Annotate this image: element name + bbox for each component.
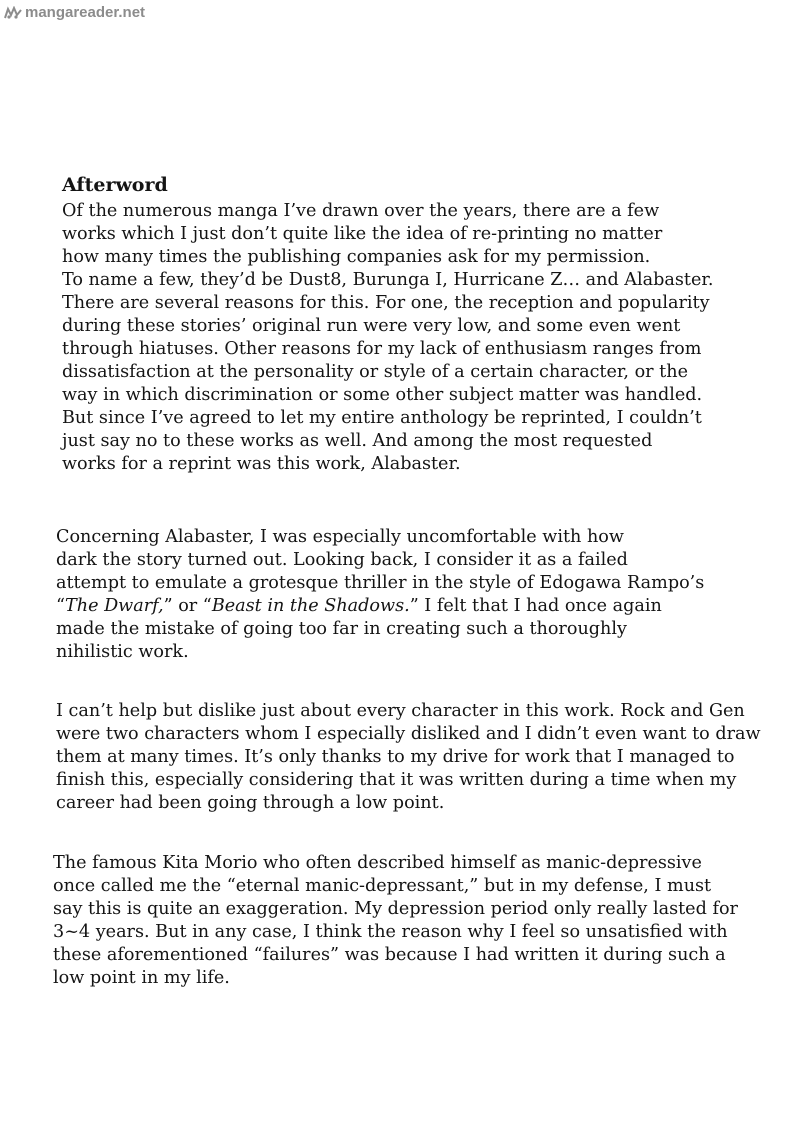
- text-line: I can’t help but dislike just about every character in this work. Rock and Gen: [56, 701, 745, 721]
- text-line: during these stories’ original run were very low, and some even went: [62, 316, 681, 336]
- text-line: were two characters whom I especially disliked and I didn’t even want to draw: [56, 724, 761, 744]
- text-line: nihilistic work.: [56, 642, 189, 662]
- text-line: them at many times. It’s only thanks to my drive for work that I managed to: [56, 747, 735, 767]
- watermark-text: mangareader.net: [25, 4, 146, 21]
- manga-logo-icon: [4, 6, 22, 20]
- text-fragment: ” I felt that I had once again: [409, 596, 662, 616]
- work-title-the-dwarf: The Dwarf,: [65, 596, 164, 616]
- text-line: works which I just don’t quite like the idea of re-printing no matter: [62, 224, 663, 244]
- text-line: works for a reprint was this work, Alabaster.: [62, 454, 461, 474]
- work-title-beast-in-the-shadows: Beast in the Shadows.: [211, 596, 410, 616]
- text-line: dark the story turned out. Looking back, I consider it as a failed: [56, 550, 628, 570]
- text-line: say this is quite an exaggeration. My depression period only really lasted for: [53, 899, 738, 919]
- watermark: [4, 4, 145, 21]
- text-line: Of the numerous manga I’ve drawn over the years, there are a few: [62, 201, 660, 221]
- text-line: 3~4 years. But in any case, I think the reason why I feel so unsatisfied with: [53, 922, 728, 942]
- paragraph-2: [56, 526, 704, 664]
- text-line: through hiatuses. Other reasons for my lack of enthusiasm ranges from: [62, 339, 702, 359]
- text-line: To name a few, they’d be Dust8, Burunga I, Hurricane Z… and Alabaster.: [62, 270, 714, 290]
- text-line: once called me the “eternal manic-depressant,” but in my defense, I must: [53, 876, 712, 896]
- text-line: way in which discrimination or some other subject matter was handled.: [62, 385, 703, 405]
- text-line: attempt to emulate a grotesque thriller in the style of Edogawa Rampo’s: [56, 573, 705, 593]
- text-fragment: ” or “: [163, 596, 212, 616]
- paragraph-4: [53, 852, 738, 990]
- text-line-with-titles: [56, 595, 704, 618]
- text-line: Concerning Alabaster, I was especially uncomfortable with how: [56, 527, 624, 547]
- text-line: low point in my life.: [53, 968, 230, 988]
- text-line: The famous Kita Morio who often described himself as manic-depressive: [53, 853, 702, 873]
- text-line: There are several reasons for this. For one, the reception and popularity: [62, 293, 710, 313]
- text-line: how many times the publishing companies ask for my permission.: [62, 247, 651, 267]
- paragraph-1: [62, 200, 713, 476]
- text-line: finish this, especially considering that it was written during a time when my: [56, 770, 737, 790]
- text-line: these aforementioned “failures” was because I had written it during such a: [53, 945, 726, 965]
- afterword-title: Afterword: [62, 174, 168, 196]
- text-line: made the mistake of going too far in creating such a thoroughly: [56, 619, 627, 639]
- quote-open: “: [56, 596, 65, 616]
- paragraph-3: [56, 700, 761, 815]
- text-line: just say no to these works as well. And among the most requested: [62, 431, 653, 451]
- text-line: dissatisfaction at the personality or style of a certain character, or the: [62, 362, 688, 382]
- text-line: career had been going through a low point.: [56, 793, 445, 813]
- text-line: But since I’ve agreed to let my entire anthology be reprinted, I couldn’t: [62, 408, 702, 428]
